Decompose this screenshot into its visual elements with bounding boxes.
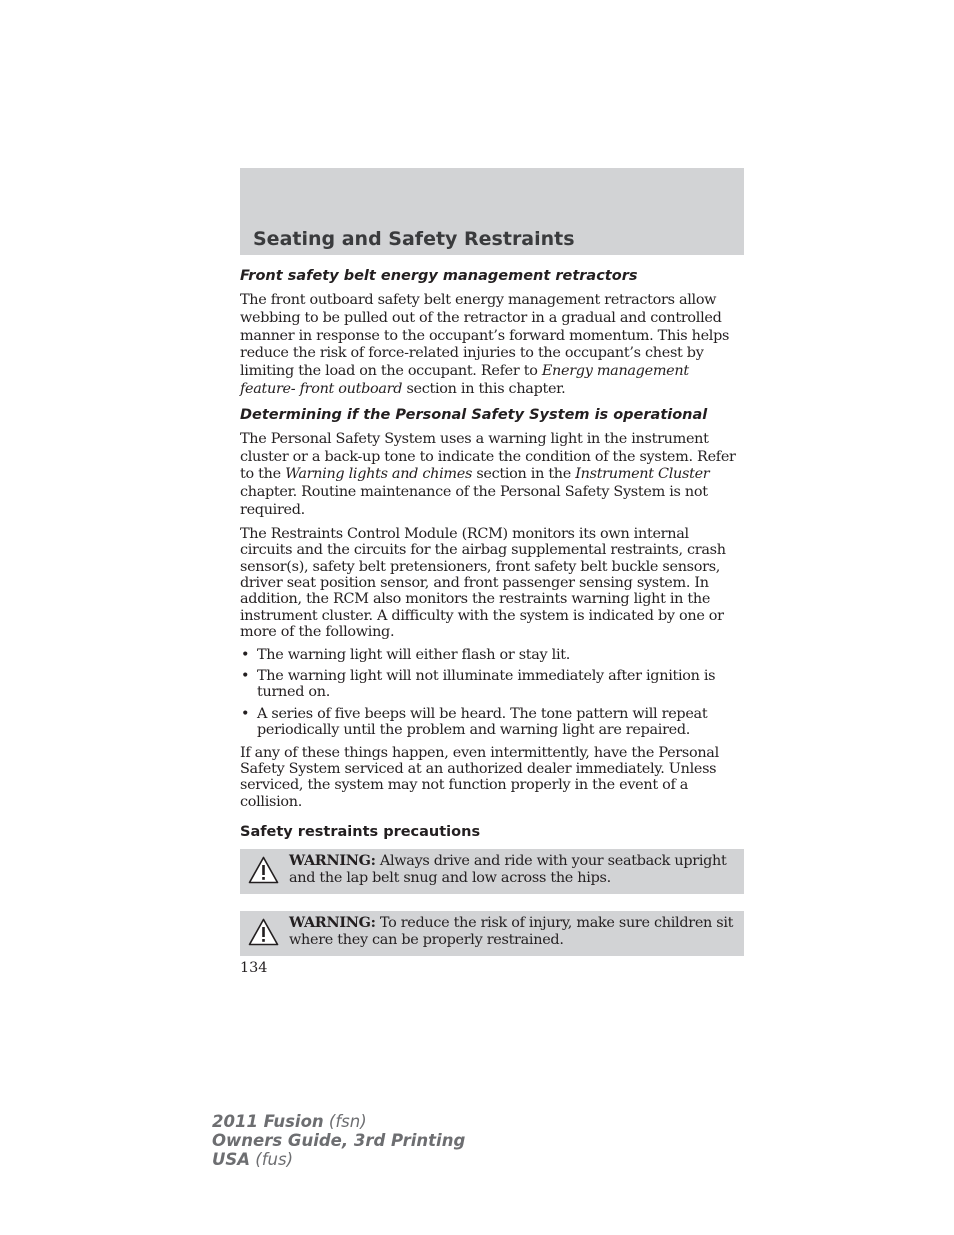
bullet-glyph: • xyxy=(241,668,250,685)
warning-message: Always drive and ride with your seatback upright and the lap belt snug and low across the hips. xyxy=(289,853,727,886)
section-title: Seating and Safety Restraints xyxy=(253,228,575,250)
paragraph-pss-warning-light xyxy=(240,431,744,520)
bullet-glyph: • xyxy=(241,705,250,722)
bullet-glyph: • xyxy=(241,646,250,663)
list-item xyxy=(240,668,744,701)
footer-market: USA xyxy=(212,1150,251,1169)
warning-box xyxy=(240,849,744,894)
footer-line-model xyxy=(212,1112,465,1131)
bullet-list xyxy=(240,647,744,739)
warning-triangle-icon xyxy=(248,918,279,946)
page-content xyxy=(240,268,744,973)
warning-triangle-icon xyxy=(248,856,279,884)
cross-reference: Instrument Cluster xyxy=(575,466,710,483)
list-item-text: The warning light will either flash or stay lit. xyxy=(257,646,571,663)
footer-line-market xyxy=(212,1150,465,1169)
list-item-text: The warning light will not illuminate immediately after ignition is turned on. xyxy=(257,668,716,701)
paragraph-service: If any of these things happen, even intermittently, have the Personal Safety System serviced at an authorized dealer immediately. Unless serviced, the system may not function properly in the event of a collision. xyxy=(240,744,719,810)
warning-text xyxy=(289,853,736,886)
text-run: The Personal Safety System uses a warning light in the instrument cluster or a back-up tone to indicate the condition of the system. Refer to the xyxy=(240,430,736,483)
list-item xyxy=(240,706,744,739)
page-number: 134 xyxy=(240,960,268,976)
heading-pss-operational: Determining if the Personal Safety System is operational xyxy=(240,406,708,423)
warning-label: WARNING: xyxy=(289,852,376,870)
footer-model: 2011 Fusion xyxy=(212,1112,324,1131)
footer-market-code: (fus) xyxy=(250,1150,294,1169)
list-item-text: A series of five beeps will be heard. The tone pattern will repeat periodically until the problem and warning light are repaired. xyxy=(257,705,708,739)
document-footer xyxy=(212,1112,465,1169)
footer-model-code: (fsn) xyxy=(323,1112,367,1131)
cross-reference: Warning lights and chimes xyxy=(285,466,473,483)
text-run: section in this chapter. xyxy=(402,380,566,397)
warning-label: WARNING: xyxy=(289,914,376,932)
text-run: chapter. Routine maintenance of the Personal Safety System is not required. xyxy=(240,484,708,518)
text-run: The front outboard safety belt energy management retractors allow webbing to be pulled out of the retractor in a gradual and controlled manner in response to the occupant’s forward momentum. This helps reduce the risk of force-related injuries to the occupant’s chest by limiting the load on the occupant. Refer to xyxy=(240,292,730,380)
warning-message: To reduce the risk of injury, make sure children sit where they can be properly restrained. xyxy=(289,915,734,948)
heading-energy-management-retractors: Front safety belt energy management retractors xyxy=(240,268,638,284)
warning-text xyxy=(289,915,736,948)
text-run: section in the xyxy=(472,466,576,483)
list-item xyxy=(240,647,744,663)
paragraph-retractors xyxy=(240,292,744,399)
footer-guide: Owners Guide, 3rd Printing xyxy=(212,1131,466,1150)
warning-box xyxy=(240,911,744,956)
paragraph-rcm: The Restraints Control Module (RCM) monitors its own internal circuits and the circuits for the airbag supplemental restraints, crash sensor(s), safety belt pretensioners, front safety belt buckle sensors, driver seat position sensor, and front passenger sensing system. In addition, the RCM also monitors the restraints warning light in the instrument cluster. A difficulty with the system is indicated by one or more of the following. xyxy=(240,525,726,641)
heading-safety-precautions: Safety restraints precautions xyxy=(240,824,481,841)
footer-line-guide xyxy=(212,1131,465,1150)
cross-reference: Energy management feature- front outboard xyxy=(240,363,689,397)
